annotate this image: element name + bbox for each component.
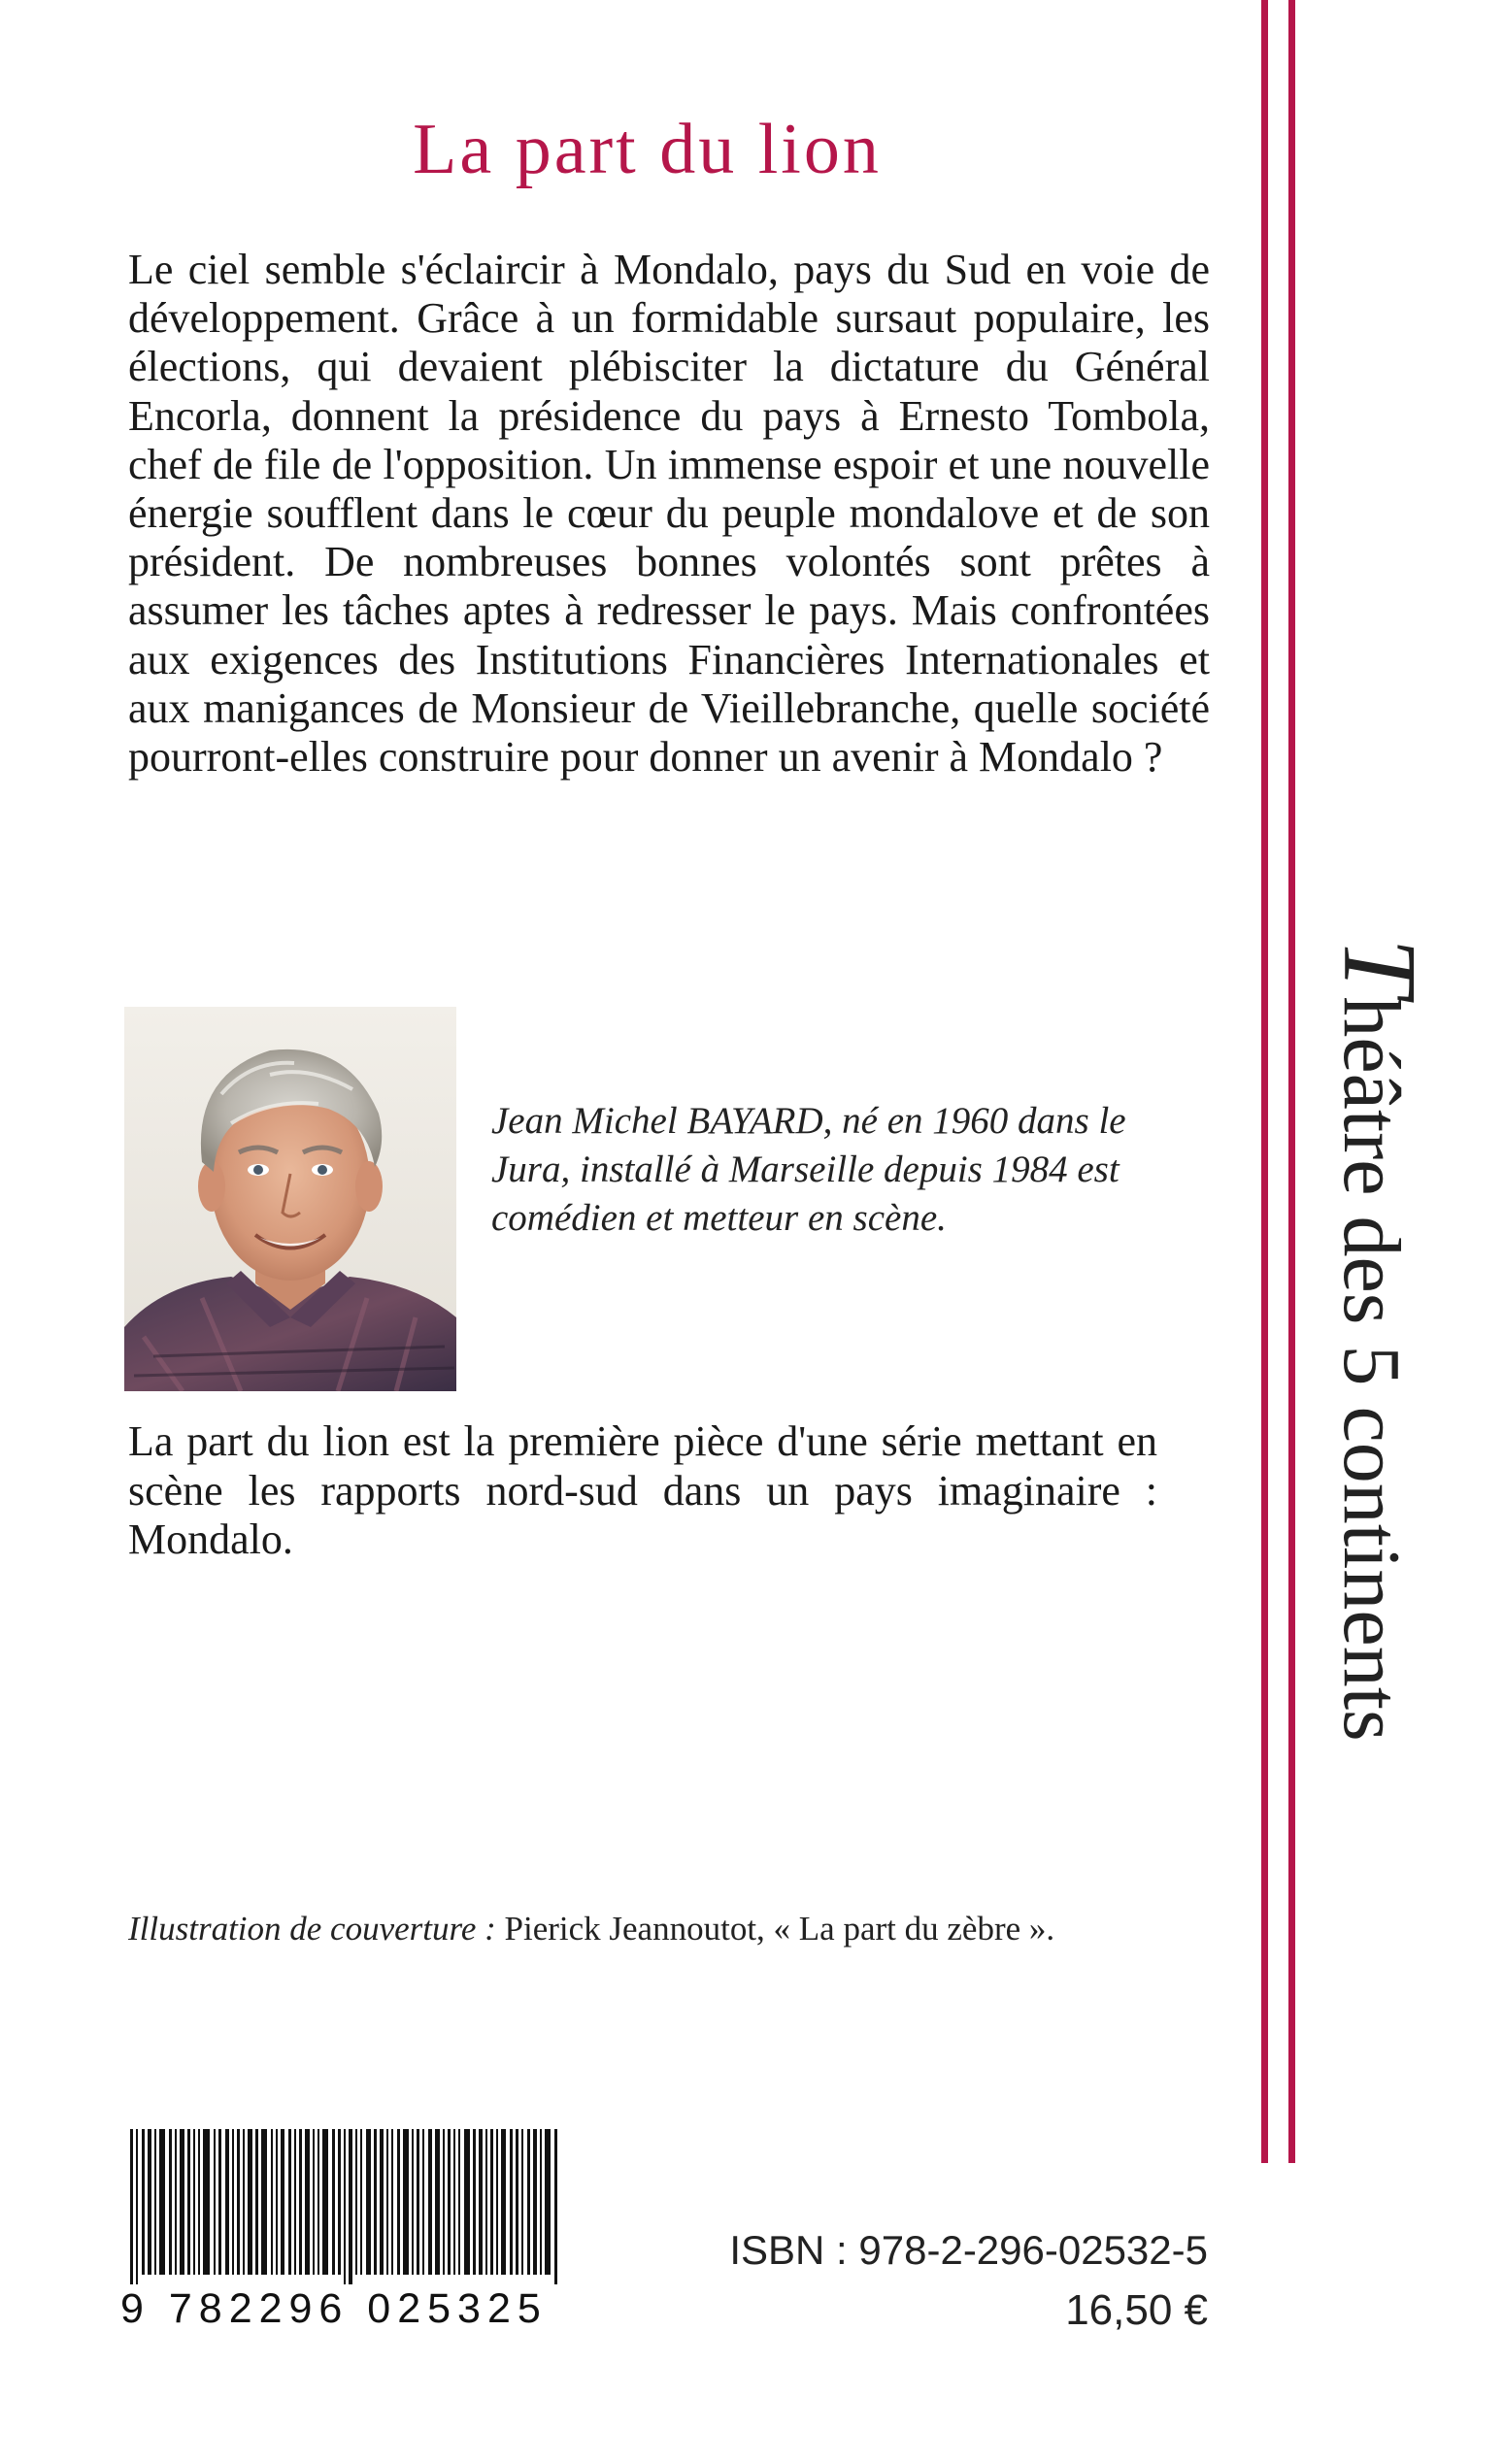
accent-rule-left: [1261, 0, 1268, 2163]
illustration-credit: [128, 1910, 1054, 1948]
collection-initial: T: [1321, 938, 1437, 997]
series-summary: La part du lion est la première pièce d'une série mettant en scène les rapports nord-sud dans un pays imaginaire : Mondalo.: [128, 1417, 1157, 1563]
collection-rest: héâtre des 5 continents: [1326, 996, 1417, 1742]
back-cover-blurb: Le ciel semble s'éclaircir à Mondalo, pays du Sud en voie de développement. Grâce à un formidable sursaut populaire, les élections, qui devaient plébisciter la dictature du Général Encorla, donnent la présidence du pays à Ernesto Tombola, chef de file de l'opposition. Un immense espoir et une nouvelle énergie soufflent dans le cœur du peuple mondalove et de son président. De nombreuses bonnes volontés sont prêtes à assumer les tâches aptes à redresser le pays. Mais confrontées aux exigences des Institutions Financières Internationales et aux manigances de Monsieur de Vieillebranche, quelle société pourront-elles construire pour donner un avenir à Mondalo ?: [128, 246, 1210, 782]
collection-name: [1319, 938, 1439, 1741]
author-photo: [124, 1007, 456, 1391]
barcode-image: [124, 2129, 566, 2284]
barcode-digits: 9 782296 025325: [120, 2285, 548, 2332]
book-title: La part du lion: [413, 110, 882, 189]
accent-rule-right: [1288, 0, 1295, 2163]
isbn-number: ISBN : 978-2-296-02532-5: [729, 2227, 1208, 2273]
credit-label: Illustration de couverture :: [128, 1910, 496, 1948]
credit-text: Pierick Jeannoutot, « La part du zèbre ».: [504, 1910, 1055, 1948]
author-bio: Jean Michel BAYARD, né en 1960 dans le Jura, installé à Marseille depuis 1984 est comédien et metteur en scène.: [491, 1100, 1126, 1239]
price: 16,50 €: [1065, 2286, 1208, 2334]
